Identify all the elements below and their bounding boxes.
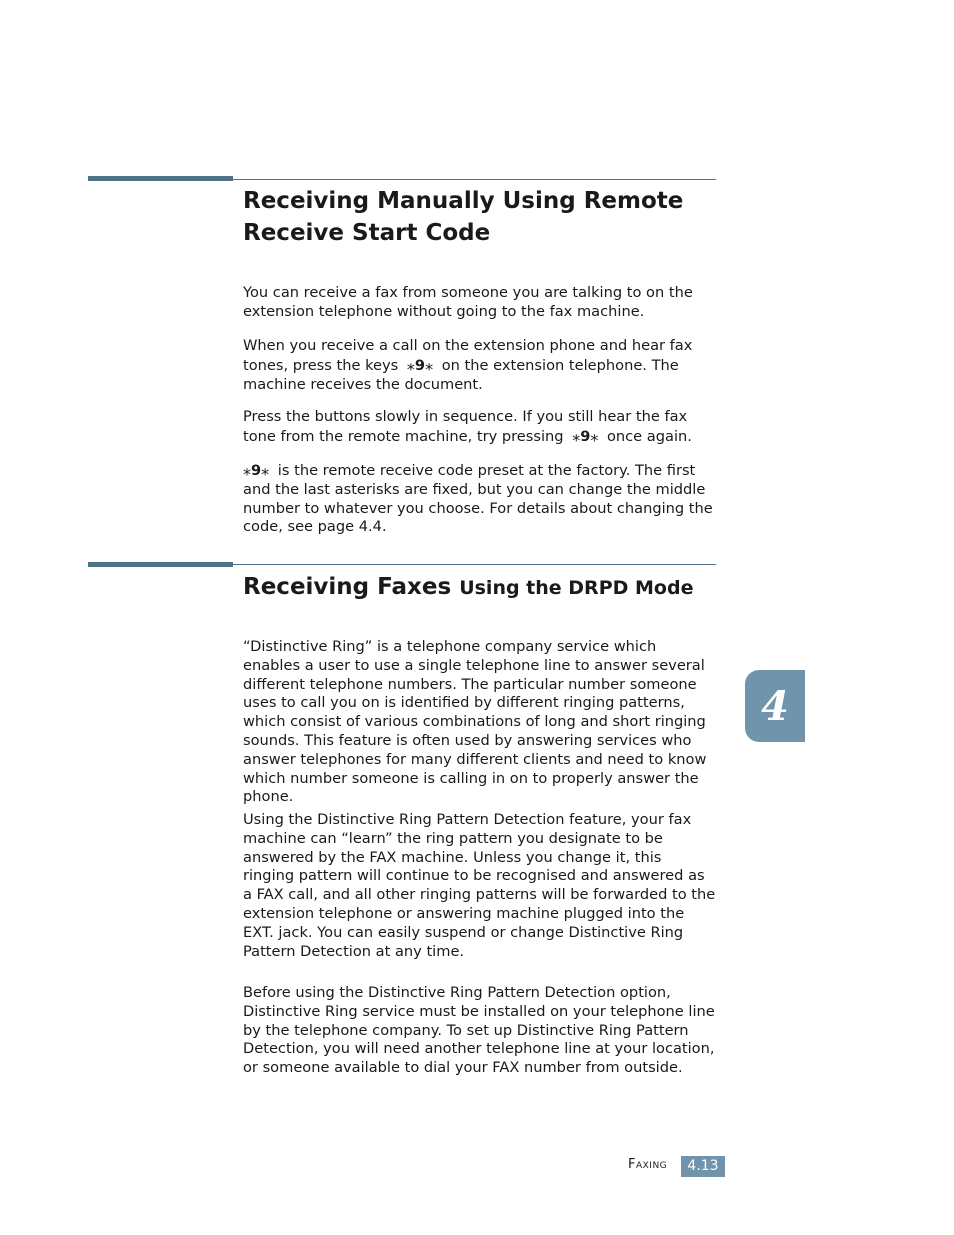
- paragraph: Press the buttons slowly in sequence. If you still hear the fax tone from the remote machine, try pressing ⁎9⁎ once again.: [243, 408, 692, 445]
- section-heading-remote-receive: Receiving Manually Using Remote Receive Start Code: [243, 188, 684, 246]
- section-rule-thin: [233, 179, 716, 180]
- chapter-number: 4: [761, 682, 789, 730]
- section-heading-drpd: Receiving Faxes Using the DRPD Mode: [243, 574, 694, 600]
- page-number: 4.13: [681, 1156, 725, 1177]
- paragraph: ⁎9⁎ is the remote receive code preset at the factory. The first and the last asterisks are fixed, but you can change the middle number to whatever you choose. For details about changing the code, see page 4.4.: [243, 460, 713, 536]
- chapter-tab: [745, 670, 805, 742]
- section-rule-thin: [233, 564, 716, 565]
- paragraph: When you receive a call on the extension phone and hear fax tones, press the keys ⁎9⁎ on the extension telephone. The machine receives the document.: [243, 337, 693, 393]
- footer-chapter-label: Faxing: [628, 1157, 668, 1172]
- paragraph: Using the Distinctive Ring Pattern Detection feature, your fax machine can “learn” the ring pattern you designate to be answered by the FAX machine. Unless you change it, this ringing pattern will continue to be recognised and answered as a FAX call, and all other ringing patterns will be forwarded to the extension telephone or answering machine plugged into the EXT. jack. You can easily suspend or change Distinctive Ring Pattern Detection at any time.: [243, 811, 716, 960]
- section-rule-thick: [88, 176, 233, 181]
- remote-code: ⁎9⁎: [243, 460, 270, 479]
- paragraph: Before using the Distinctive Ring Pattern Detection option, Distinctive Ring service must be installed on your telephone line by the telephone company. To set up Distinctive Ring Pattern Detection, you will need another telephone line at your location, or someone available to dial your FAX number from outside.: [243, 984, 715, 1077]
- remote-code: ⁎9⁎: [572, 425, 599, 445]
- paragraph: “Distinctive Ring” is a telephone company service which enables a user to use a single telephone line to answer several different telephone numbers. The particular number someone uses to call you on is identified by different ringing patterns, which consist of various combinations of long and short ringing sounds. This feature is often used by answering services who answer telephones for many different clients and need to know which number someone is calling in on to properly answer the phone.: [243, 638, 707, 806]
- paragraph: You can receive a fax from someone you are talking to on the extension telephone without going to the fax machine.: [243, 284, 693, 320]
- remote-code: ⁎9⁎: [406, 354, 434, 374]
- section-rule-thick: [88, 562, 233, 567]
